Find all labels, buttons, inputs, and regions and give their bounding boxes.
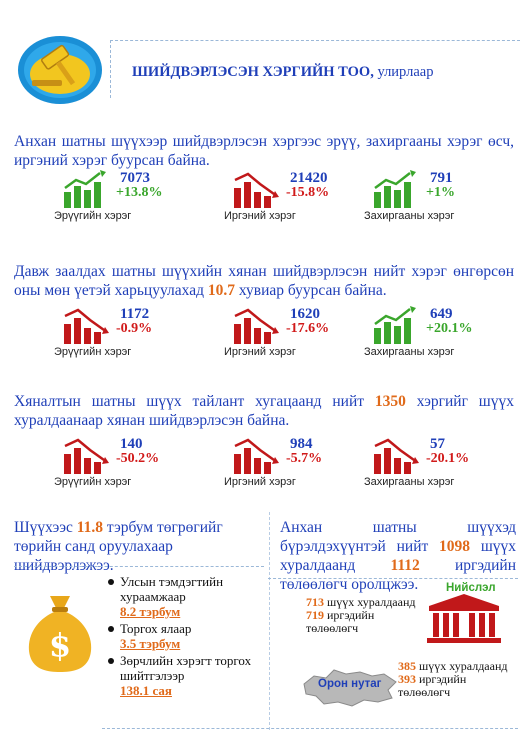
bar-chart-up-icon (372, 306, 422, 346)
state-fund-text: Шүүхээс 11.8 тэрбум төгрөгийг төрийн санд оруулахаар шийдвэрлэжээ. (14, 519, 223, 574)
first-instance-text: Анхан шатны шүүхээр шийдвэрлэсэн хэргээс эрүү, захиргааны хэрэг өсч, иргэний хэрэг буурсан байна. (14, 133, 514, 169)
government-building-icon (425, 592, 503, 644)
header-divider (110, 40, 520, 41)
first-instance-admin-stat: 791 +1% Захиргааны хэрэг (364, 170, 455, 222)
bar-chart-down-icon (232, 306, 282, 346)
section-divider (269, 512, 270, 730)
appeal-admin-stat: 649 +20.1% Захиргааны хэрэг (364, 306, 473, 358)
appeal-criminal-stat: 1172 -0.9% Эрүүгийн хэрэг (54, 306, 153, 358)
capital-figures: 713 шүүх хуралдаанд 719 иргэдийн төлөөлөгч (306, 595, 416, 635)
bar-chart-down-icon (62, 306, 112, 346)
state-fund-list (108, 574, 268, 700)
supervisory-text: Хяналтын шатны шүүх тайлант хугацаанд нийт 1350 хэргийг шүүх хуралдаанаар хянан шийдвэрлэсэн байна. (14, 393, 514, 429)
first-instance-civil-stat: 21420 -15.8% Иргэний хэрэг (224, 170, 330, 222)
first-instance-criminal-stat: 7073 +13.8% Эрүүгийн хэрэг (54, 170, 163, 222)
header (8, 28, 522, 112)
list-item: Зөрчлийн хэрэгт торгох шийтгэлээр 138.1 сая (108, 653, 268, 698)
bar-chart-down-icon (372, 436, 422, 476)
appeal-civil-stat: 1620 -17.6% Иргэний хэрэг (224, 306, 330, 358)
capital-label: Нийслэл (446, 582, 496, 594)
bar-chart-down-icon (232, 436, 282, 476)
supervisory-civil-stat: 984 -5.7% Иргэний хэрэг (224, 436, 323, 488)
list-item: Торгох ялаар 3.5 тэрбум (108, 621, 268, 651)
bar-chart-down-icon (232, 170, 282, 210)
gavel-icon (14, 30, 106, 108)
supervisory-admin-stat: 57 -20.1% Захиргааны хэрэг (364, 436, 470, 488)
rural-label: Орон нутаг (318, 678, 382, 690)
bar-chart-down-icon (62, 436, 112, 476)
representatives-text: Анхан шатны шүүхэд бүрэлдэхүүнтэй нийт 1098 шүүх хуралдаанд 1112 иргэдийн төлөөлөгч оролцжээ. (280, 519, 517, 593)
bar-chart-up-icon (372, 170, 422, 210)
page-title: ШИЙДВЭРЛЭСЭН ХЭРГИЙН ТОО, улирлаар (132, 64, 434, 80)
supervisory-criminal-stat: 140 -50.2% Эрүүгийн хэрэг (54, 436, 160, 488)
state-fund-divider (14, 566, 264, 567)
footer-divider (102, 728, 518, 729)
money-bag-icon (24, 590, 96, 674)
appeal-text: Давж заалдах шатны шүүхийн хянан шийдвэрлэсэн нийт хэрэг өнгөрсөн оны мөн үетэй харьцуулахад 10.7 хувиар буурсан байна. (14, 263, 514, 299)
rural-figures: 385 шүүх хуралдаанд 393 иргэдийн төлөөлөгч (398, 659, 508, 699)
representatives-divider (268, 578, 518, 579)
header-divider-vertical (110, 40, 111, 98)
svg-text:$: $ (48, 626, 72, 664)
bar-chart-up-icon (62, 170, 112, 210)
list-item: Улсын тэмдэгтийн хураамжаар 8.2 тэрбум (108, 574, 268, 619)
